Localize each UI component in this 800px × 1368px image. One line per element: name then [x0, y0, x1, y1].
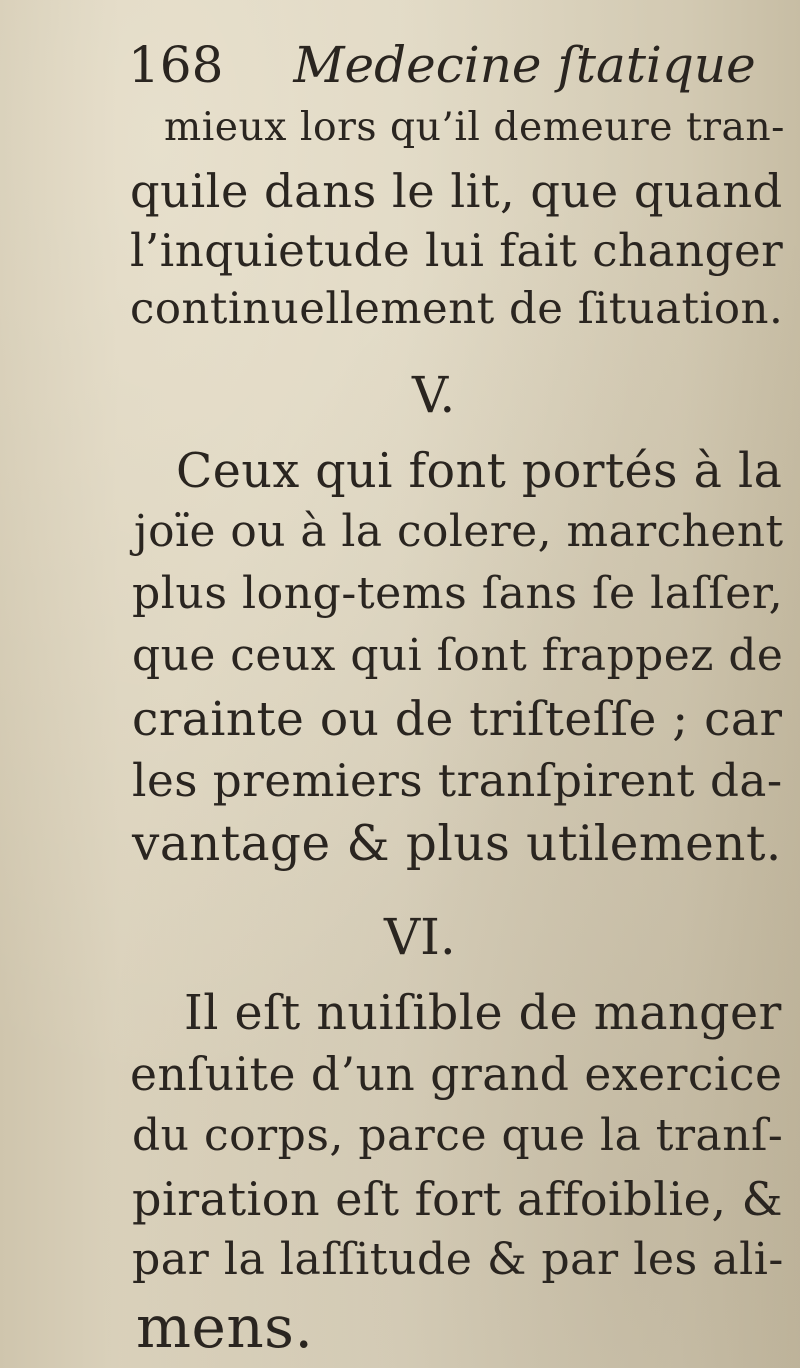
text-line: enſuite d’un grand exercice — [130, 1048, 783, 1101]
section-number: VI. — [384, 908, 456, 966]
text-line: crainte ou de triſteſſe ; car — [132, 692, 783, 747]
text-line: par la laſſitude & par les ali- — [132, 1234, 784, 1285]
text-line: du corps, parce que la tranſ- — [132, 1110, 784, 1161]
text-line: que ceux qui ſont frappez de — [132, 630, 784, 681]
text-line: Ceux qui font portés à la — [176, 444, 783, 499]
text-line: mens. — [136, 1293, 314, 1361]
running-title: Medecine ſtatique — [293, 36, 756, 94]
text-line: joïe ou à la colere, marchent — [134, 506, 784, 557]
text-line: Il eſt nuiſible de manger — [184, 986, 782, 1041]
text-line: plus long-tems ſans ſe laſſer, — [132, 568, 784, 619]
text-line: piration eſt fort affoiblie, & — [132, 1172, 784, 1226]
text-line: les premiers tranſpirent da- — [132, 754, 783, 807]
text-line: vantage & plus utilement. — [132, 816, 782, 872]
text-line: l’inquietude lui fait changer — [130, 224, 784, 277]
text-line: mieux lors qu’il demeure tran- — [164, 105, 785, 150]
page-number: 168 — [128, 36, 224, 94]
text-line: continuellement de ſituation. — [130, 284, 784, 334]
section-number: V. — [412, 366, 456, 424]
text-line: quile dans le lit, que quand — [130, 164, 783, 218]
page-header — [128, 36, 756, 94]
